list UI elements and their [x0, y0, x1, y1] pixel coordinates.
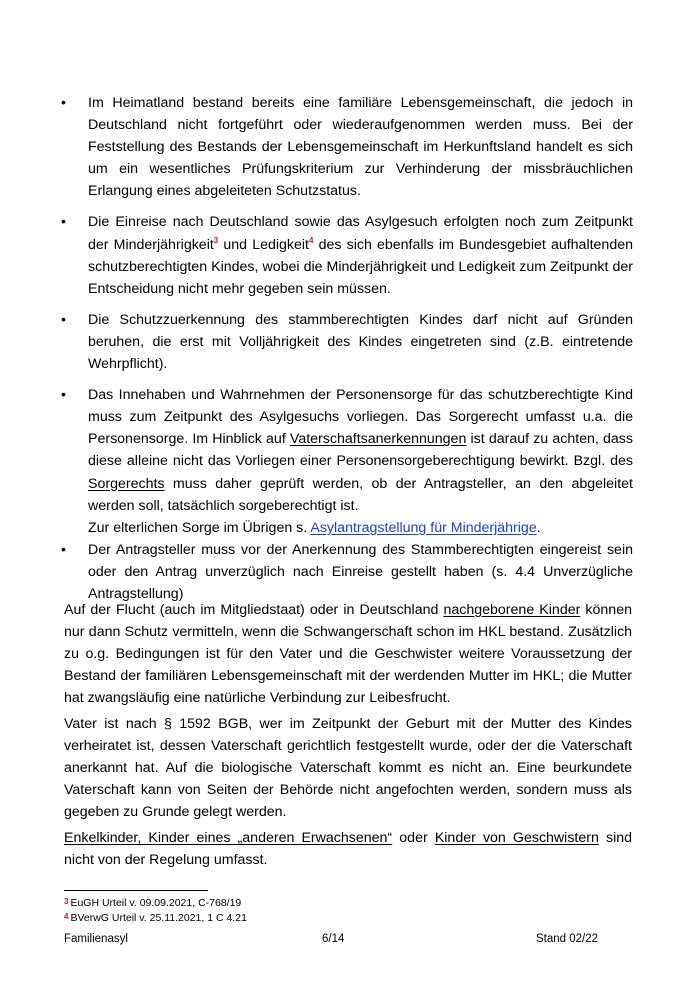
nachgeborene-kinder-link[interactable]: nachgeborene Kinder [443, 602, 581, 618]
asylantragstellung-minderjaehrige-link[interactable]: Asylantragstellung für Minderjährige [310, 519, 537, 536]
kinder-von-geschwistern-link[interactable]: Kinder von Geschwistern [434, 830, 599, 846]
list-item [61, 384, 633, 539]
list-item [61, 92, 633, 202]
paragraph-text: sind nicht von der Regelung umfasst. [64, 830, 633, 869]
list-item-text: Zur elterlichen Sorge im Übrigen s. [88, 519, 311, 536]
footnote-number: 4 [64, 912, 69, 921]
enkelkinder-link[interactable]: Enkelkinder, Kinder eines „anderen Erwachsenen“ [64, 830, 393, 846]
footnote [64, 895, 247, 910]
list-item-text: Die Schutzzuerkennung des stammberechtigten Kindes darf nicht auf Gründen beruhen, die erst mit Volljährigkeit des Kindes eingetreten sind (z.B. eintretende Wehrpflicht). [88, 311, 633, 373]
paragraph-vaterschaft: Vater ist nach § 1592 BGB, wer im Zeitpunkt der Geburt mit der Mutter des Kindes verheiratet ist, dessen Vaterschaft gerichtlich festgestellt wurde, oder der die Vaterschaft anerkannt hat. Auf die biologische Vaterschaft kommt es nicht an. Eine beurkundete Vaterschaft kann von Seiten der Behörde nicht angefochten werden, sondern muss als gegeben zu Grunde gelegt werden. [64, 716, 632, 821]
list-item-text: Das Innehaben und Wahrnehmen der Personensorge für das schutzberechtigte Kind muss zum Zeitpunkt des Asylgesuchs vorliegen. Das Sorgerecht umfasst u.a. die Personensorge. Im Hinblick auf [88, 387, 633, 448]
list-item-text: des sich ebenfalls im Bundesgebiet aufhaltenden schutzberechtigten Kindes, wobei die Minderjährigkeit und Ledigkeit zum Zeitpunkt der Entscheidung nicht mehr gegeben sein müssen. [88, 236, 633, 297]
page-number: 6/14 [322, 933, 345, 945]
footnote-divider [64, 890, 208, 891]
requirements-list [61, 92, 633, 614]
list-item-text: Im Heimatland bestand bereits eine familiäre Lebensgemeinschaft, die jedoch in Deutschland nicht fortgeführt oder wiederaufgenommen werden muss. Bei der Feststellung des Bestands der Lebensgemeinschaft im Herkunftsland handelt es sich um ein wesentliches Prüfungskriterium zur Verhinderung der missbräuchlichen Erlangung eines abgeleiteten Schutzstatus. [88, 95, 633, 200]
footer-title: Familienasyl [64, 933, 128, 945]
list-item [61, 309, 633, 375]
bullet-icon: • [61, 541, 66, 558]
sorgerechts-link[interactable]: Sorgerechts [88, 475, 165, 492]
footnote-ref[interactable]: 4 [309, 235, 314, 245]
footnote-ref[interactable]: 3 [213, 235, 219, 245]
list-item-text: ist darauf zu achten, dass diese alleine nicht das Vorliegen einer Personensorgeberechtigung bewirkt. Bzgl. des [88, 431, 633, 470]
list-item [61, 211, 633, 299]
vaterschaftsanerkennungen-link[interactable]: Vaterschaftsanerkennungen [289, 431, 467, 448]
bullet-icon: • [61, 95, 66, 111]
footnote-number: 3 [64, 897, 69, 906]
paragraph-text: Auf der Flucht (auch im Mitgliedstaat) oder in Deutschland [64, 602, 444, 618]
list-item-text: Der Antragsteller muss vor der Anerkennung des Stammberechtigten eingereist sein oder den Antrag unverzüglich nach Einreise gestellt haben (s. 4.4 Unverzügliche Antragstellung) [88, 541, 633, 602]
paragraph-enkelkinder [64, 827, 632, 871]
footnotes [64, 895, 247, 925]
paragraph-text: können nur dann Schutz vermitteln, wenn die Schwangerschaft schon im HKL bestand. Zusätzlich zu o.g. Bedingungen ist für den Vater und die Geschwister weitere Voraussetzung der Bestand der familiären Lebensgemeinschaft mit der werdenden Mutter im HKL; die Mutter hat zwangsläufig eine natürliche Verbindung zur Leibesfrucht. [64, 602, 632, 707]
list-item-text: . [536, 519, 541, 536]
bullet-icon: • [61, 387, 66, 404]
list-item-text: und Ledigkeit [218, 236, 309, 253]
list-item-text: Die Einreise nach Deutschland sowie das Asylgesuch erfolgten noch zum Zeitpunkt der Minderjährigkeit [88, 214, 633, 253]
footnote-text: EuGH Urteil v. 09.09.2021, C-768/19 [70, 897, 242, 909]
bullet-icon: • [61, 311, 66, 328]
list-item-text: muss daher geprüft werden, ob der Antragsteller, an den abgeleitet werden soll, tatsächlich sorgeberechtigt ist. [88, 475, 633, 514]
paragraph-text: oder [392, 830, 435, 846]
footnote [64, 910, 247, 925]
list-item [61, 539, 633, 605]
paragraph-nachgeborene-kinder [64, 599, 632, 709]
bullet-icon: • [61, 214, 66, 231]
footnote-text: BVerwG Urteil v. 25.11.2021, 1 C 4.21 [70, 912, 247, 924]
footer-version: Stand 02/22 [536, 933, 599, 945]
